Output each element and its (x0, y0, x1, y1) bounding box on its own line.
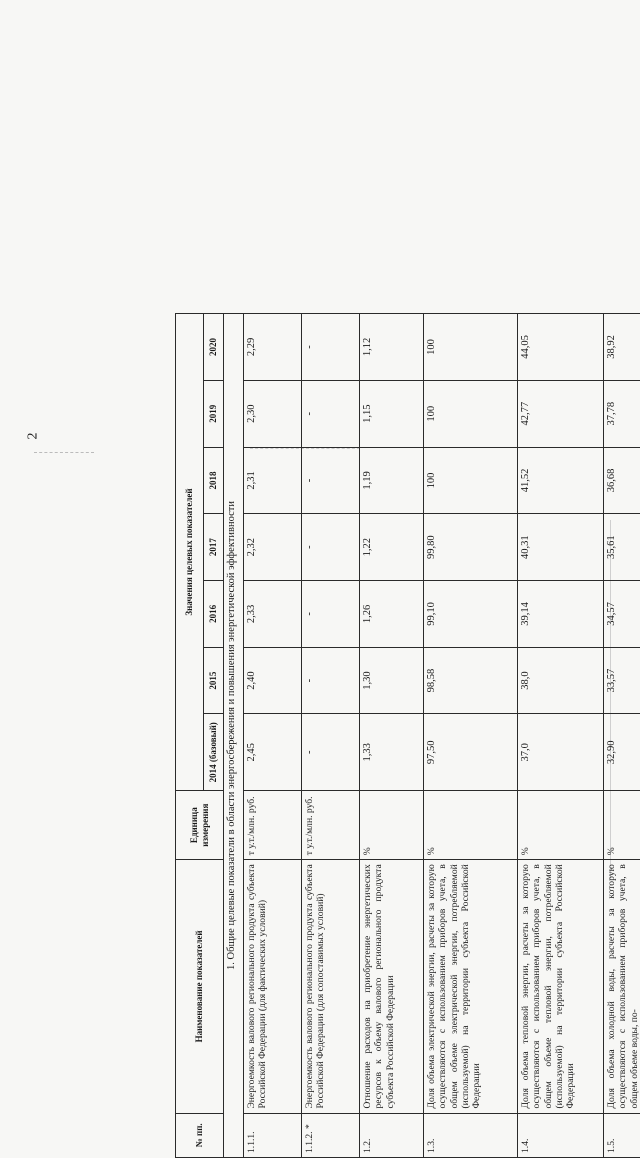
header-year: 2020 (204, 314, 224, 381)
row-value: 1,22 (360, 514, 424, 581)
row-value: 37,78 (604, 380, 640, 447)
table-row (302, 314, 360, 1158)
row-value: 38,92 (604, 314, 640, 381)
row-value: 1,19 (360, 447, 424, 514)
row-value: 100 (424, 447, 518, 514)
row-name: Доля объема тепловой энергии, расчеты за которую осуществляются с использованием приборов учета, в общем объеме тепловой энергии, потребляемой (используемой) на территории субъекта Российской Федерации (518, 860, 604, 1113)
row-value: 38,0 (518, 647, 604, 714)
row-value: 97,50 (424, 714, 518, 791)
header-name: Наименование показателей (176, 860, 224, 1113)
rotated-table-sheet (175, 313, 640, 1158)
row-number: 1.1.2. * (302, 1113, 360, 1157)
row-unit: т у.т./млн. руб. (302, 791, 360, 860)
row-name: Отношение расходов на приобретение энергетических ресурсов к объему валового регионального продукта субъекта Российской Федерации (360, 860, 424, 1113)
row-value: 39,14 (518, 581, 604, 648)
row-unit: т у.т./млн. руб. (244, 791, 302, 860)
row-unit: % (360, 791, 424, 860)
row-value: 2,30 (244, 380, 302, 447)
row-value: 2,40 (244, 647, 302, 714)
scan-artifact-line (34, 452, 94, 453)
header-year: 2014 (базовый) (204, 714, 224, 791)
row-value: 1,15 (360, 380, 424, 447)
row-value: 44,05 (518, 314, 604, 381)
header-year: 2016 (204, 581, 224, 648)
row-value: 2,33 (244, 581, 302, 648)
row-value: 42,77 (518, 380, 604, 447)
row-number: 1.3. (424, 1113, 518, 1157)
row-number: 1.1.1. (244, 1113, 302, 1157)
row-value: 1,26 (360, 581, 424, 648)
header-values-group: Значения целевых показателей (176, 314, 204, 791)
row-value: 35,61 (604, 514, 640, 581)
header-num: № пп. (176, 1113, 224, 1157)
row-value: 32,90 (604, 714, 640, 791)
header-unit: Единица измерения (176, 791, 224, 860)
row-value: - (302, 380, 360, 447)
row-value: 98,58 (424, 647, 518, 714)
section-title: 1. Общие целевые показатели в области энергосбережения и повышения энергетической эффективности (224, 314, 244, 1158)
table-row (424, 314, 518, 1158)
row-value: 1,33 (360, 714, 424, 791)
row-value: 37,0 (518, 714, 604, 791)
row-value: 2,29 (244, 314, 302, 381)
table-row (518, 314, 604, 1158)
table-row (244, 314, 302, 1158)
row-name: Энергоемкость валового регионального продукта субъекта Российской Федерации (для сопоставимых условий) (302, 860, 360, 1113)
table-row (604, 314, 640, 1158)
row-value: - (302, 581, 360, 648)
row-value: - (302, 447, 360, 514)
row-value: - (302, 314, 360, 381)
row-name: Доля объема холодной воды, расчеты за которую осуществляются с использованием приборов учета, в общем объеме воды, по- (604, 860, 640, 1113)
row-value: 41,52 (518, 447, 604, 514)
table-row (360, 314, 424, 1158)
page-number: 2 (26, 433, 42, 440)
row-value: 1,30 (360, 647, 424, 714)
row-value: 100 (424, 314, 518, 381)
row-unit: % (424, 791, 518, 860)
header-year: 2015 (204, 647, 224, 714)
row-value: 33,57 (604, 647, 640, 714)
row-value: - (302, 647, 360, 714)
row-number: 1.4. (518, 1113, 604, 1157)
row-value: - (302, 714, 360, 791)
row-value: 1,12 (360, 314, 424, 381)
row-value: 36,68 (604, 447, 640, 514)
row-number: 1.5. (604, 1113, 640, 1157)
row-value: 34,57 (604, 581, 640, 648)
row-unit: % (604, 791, 640, 860)
row-value: 100 (424, 380, 518, 447)
row-name: Энергоемкость валового регионального продукта субъекта Российской Федерации (для фактических условий) (244, 860, 302, 1113)
row-value: 2,45 (244, 714, 302, 791)
header-year: 2019 (204, 380, 224, 447)
row-name: Доля объема электрической энергии, расчеты за которую осуществляются с использованием приборов учета, в общем объеме электрической энергии, потребляемой (используемой) на территории субъекта Российской Федерации (424, 860, 518, 1113)
row-value: 2,31 (244, 447, 302, 514)
row-value: 99,80 (424, 514, 518, 581)
target-indicators-table (175, 313, 640, 1158)
row-value: 2,32 (244, 514, 302, 581)
row-value: - (302, 514, 360, 581)
row-value: 99,10 (424, 581, 518, 648)
header-year: 2018 (204, 447, 224, 514)
row-value: 40,31 (518, 514, 604, 581)
header-year: 2017 (204, 514, 224, 581)
row-number: 1.2. (360, 1113, 424, 1157)
row-unit: % (518, 791, 604, 860)
